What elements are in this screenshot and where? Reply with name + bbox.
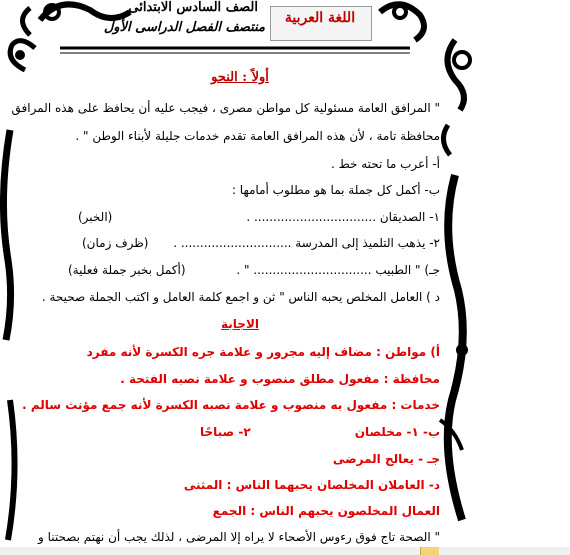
answer-a3: خدمات : مفعول به منصوب و علامة نصبه الكسرة لأنه جمع مؤنث سالم .: [22, 398, 440, 412]
bottom-bar: [0, 547, 570, 555]
question-d: د ) العامل المخلص يحبه الناس " ثن و اجمع كلمة العامل و اكتب الجملة صحيحة .: [41, 290, 440, 304]
section-title: أولاً : النحو: [211, 70, 269, 85]
passage-line-1: " المرافق العامة مسئولية كل مواطن مصرى ، فيجب عليه أن يحافظ على هذه المرافق: [11, 101, 440, 115]
passage-line-2: محافظة تامة ، لأن هذه المرافق العامة تقدم خدمات جليلة لأبناء الوطن " .: [75, 129, 440, 143]
bottom-tab: [420, 547, 439, 555]
answer-a2: محافظة : مفعول مطلق منصوب و علامة نصبه الفتحة .: [120, 372, 440, 386]
grade-label: الصف السادس الابتدائى: [128, 0, 258, 15]
question-b1-hint: (الخبر): [78, 210, 113, 224]
question-b1: ١- الصديقان ................................ .: [246, 210, 440, 224]
question-c: جـ) " الطبيب ............................... " .: [236, 263, 440, 277]
answer-b1: ب- ١- مخلصان: [354, 425, 440, 439]
subject-label: اللغة العربية: [284, 10, 356, 26]
answer-b2: ٢- صباحًا: [200, 425, 251, 439]
question-a: أ- أعرب ما تحته خط .: [331, 157, 440, 171]
answer-c: جـ - يعالج المرضى: [332, 452, 440, 466]
question-b: ب- أكمل كل جملة بما هو مطلوب أمامها :: [231, 183, 440, 197]
question-b2: ٢- يذهب التلميذ إلى المدرسة ............................. .: [173, 236, 440, 250]
term-label: منتصف الفصل الدراسى الأول: [103, 20, 265, 35]
question-c-hint: (أكمل بخبر جملة فعلية): [68, 263, 186, 277]
answer-d2: العمال المخلصون يحبهم الناس : الجمع: [212, 504, 440, 518]
question-b2-hint: (ظرف زمان): [82, 236, 149, 250]
answer-d1: د- العاملان المخلصان يحبهما الناس : المثنى: [183, 478, 440, 492]
answer-title: الاجابة: [221, 317, 259, 331]
footer-passage: " الصحة تاج فوق رءوس الأصحاء لا يراه إلا المرضى ، لذلك يجب أن نهتم بصحتنا و: [37, 530, 440, 544]
answer-a1: أ) مواطن : مضاف إليه مجرور و علامة جره الكسرة لأنه مفرد: [86, 345, 440, 359]
